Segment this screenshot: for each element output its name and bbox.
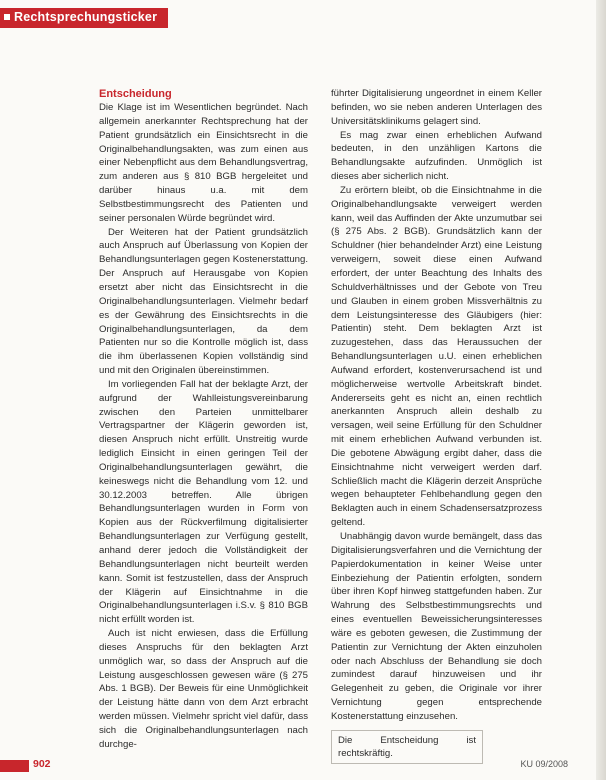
page-edge-shadow <box>596 0 606 780</box>
paragraph: Die Klage ist im Wesentlichen begründet. Nach allgemein anerkannter Rechtsprechung hat der Patient grundsätzlich ein Einsichtsrecht in die Originalbehandlungsakten, was zum einen aus einer Nebenpflicht aus dem Behandlungsvertrag, zum anderen aus § 810 BGB hergeleitet und darüber hinaus u.a. mit dem Selbstbestimmungsrecht des Patienten und seiner personalen Würde begründet wird. <box>99 102 308 224</box>
status-note-box: Die Entscheidung ist rechtskräftig. <box>331 730 483 764</box>
paragraph: Im vorliegenden Fall hat der beklagte Arzt, der aufgrund der Wahlleistungsvereinbarung zwischen den Parteien unmittelbarer Vertragspartner der Klägerin geworden ist, diesen Anspruch nicht erfüllt. Unstreitig wurde lediglich Einsicht in einen geringen Teil der Originalbehandlungsunterlagen gewährt, die keineswegs nicht die Behandlung vom 12. und 30.12.2003 betreffen. Alle übrigen Behandlungsunterlagen wurden in Form von Kopien aus der Rückverfilmung digitalisierter Behandlungsunterlagen zur Verfügung gestellt, anhand derer jedoch die Vollständigkeit der Behandlungsunterlagen nicht beurteilt werden kann. Somit ist festzustellen, dass der Anspruch der Klägerin auf Einsichtnahme in die Originalbehandlungsunterlagen i.S.v. § 810 BGB nicht erfüllt worden ist. <box>99 378 308 626</box>
paragraph: Auch ist nicht erwiesen, dass die Erfüllung dieses Anspruchs für den beklagten Arzt unmöglich war, so dass der Anspruch auf die Leistung ausgeschlossen gewesen wäre (§ 275 Abs. 1 BGB). Der Beweis für eine Unmöglichkeit der Leistung hätte dann von dem Arzt erbracht werden müssen. Vielmehr spricht viel dafür, dass sich die Originalbehandlungsunterlagen nach durchge- <box>99 628 308 750</box>
page-number: 902 <box>33 758 51 770</box>
paragraph: führter Digitalisierung ungeordnet in einem Keller befinden, wo sie neben anderen Unterlagen des Universitätsklinikums gelagert sind. <box>331 88 542 127</box>
paragraph: Unabhängig davon wurde bemängelt, dass das Digitalisierungsverfahren und die Vernichtung der Papierdokumentation in keiner Weise unter Einbeziehung der Patientin erfolgten, sondern über ihren Kopf hinweg stattgefunden haben. Zur Wahrung des Selbstbestimmungsrechts und eines eventuellen Beweissicherungsinteresses wäre es geboten gewesen, die Zustimmung der Patientin zur Vernichtung der Akten einzuholen oder nach Abschluss der Behandlung sie doch zumindest darauf hinzuweisen und ihr Gelegenheit zu geben, die Originale vor ihrer Vernichtung gegen entsprechende Kostenerstattung einzusehen. <box>331 531 542 722</box>
header-square-icon <box>4 14 10 20</box>
right-column <box>331 87 542 764</box>
footer-bar <box>0 760 29 772</box>
paragraph: Zu erörtern bleibt, ob die Einsichtnahme in die Originalbehandlungsakte verweigert werden kann, weil das Auffinden der Akte unzumutbar sei (§ 275 Abs. 2 BGB). Grundsätzlich kann der Schuldner (hier behandelnder Arzt) eine Leistung verweigern, soweit diese einen Aufwand erfordert, der unter Beachtung des Inhalts des Schuldverhältnisses und der Gebote von Treu und Glauben in einem groben Missverhältnis zu dem Leistungsinteresse des Gläubigers (hier: Patientin) steht. Dem beklagten Arzt ist zuzugestehen, dass das Heraussuchen der Behandlungsunterlagen u.U. einen erheblichen Aufwand erfordert, kostenverursachend ist und möglicherweise wertvolle Arbeitskraft bindet. Andererseits geht es nicht an, einen rechtlich anerkannten Anspruch allein deshalb zu versagen, weil seine Erfüllung für den Schuldner mit einem erheblichen Aufwand verbunden ist. Die gebotene Abwägung ergibt daher, dass die Einsichtnahme nicht verweigert werden darf. Schließlich macht die Klägerin derzeit Ansprüche wegen behaupteter Fehlbehandlung gegen den Beklagten auch in einem Schadensersatzprozess geltend. <box>331 184 542 529</box>
paragraph: Es mag zwar einen erheblichen Aufwand bedeuten, in den unzähligen Kartons die Behandlungsakte aufzufinden. Unmöglich ist dieses aber sicherlich nicht. <box>331 129 542 183</box>
section-header-bar <box>0 8 168 28</box>
paragraph: Der Weiteren hat der Patient grundsätzlich auch Anspruch auf Überlassung von Kopien der Behandlungsunterlagen gegen Kostenerstattung. Der Anspruch auf Herausgabe von Kopien ersetzt aber nicht das Einsichtsrecht in die Originalbehandlungsunterlagen. Vielmehr bedarf es der Gewährung des Einsichtsrechts in die Originalbehandlungsunterlagen, da dem Patienten nur so die Kontrolle möglich ist, dass die ihm überlassenen Kopien vollständig sind und mit den Originalen übereinstimmen. <box>99 226 308 377</box>
journal-reference: KU 09/2008 <box>520 759 568 769</box>
section-heading: Entscheidung <box>99 88 172 100</box>
left-column <box>99 87 308 752</box>
section-header-title: Rechtsprechungsticker <box>14 10 158 24</box>
